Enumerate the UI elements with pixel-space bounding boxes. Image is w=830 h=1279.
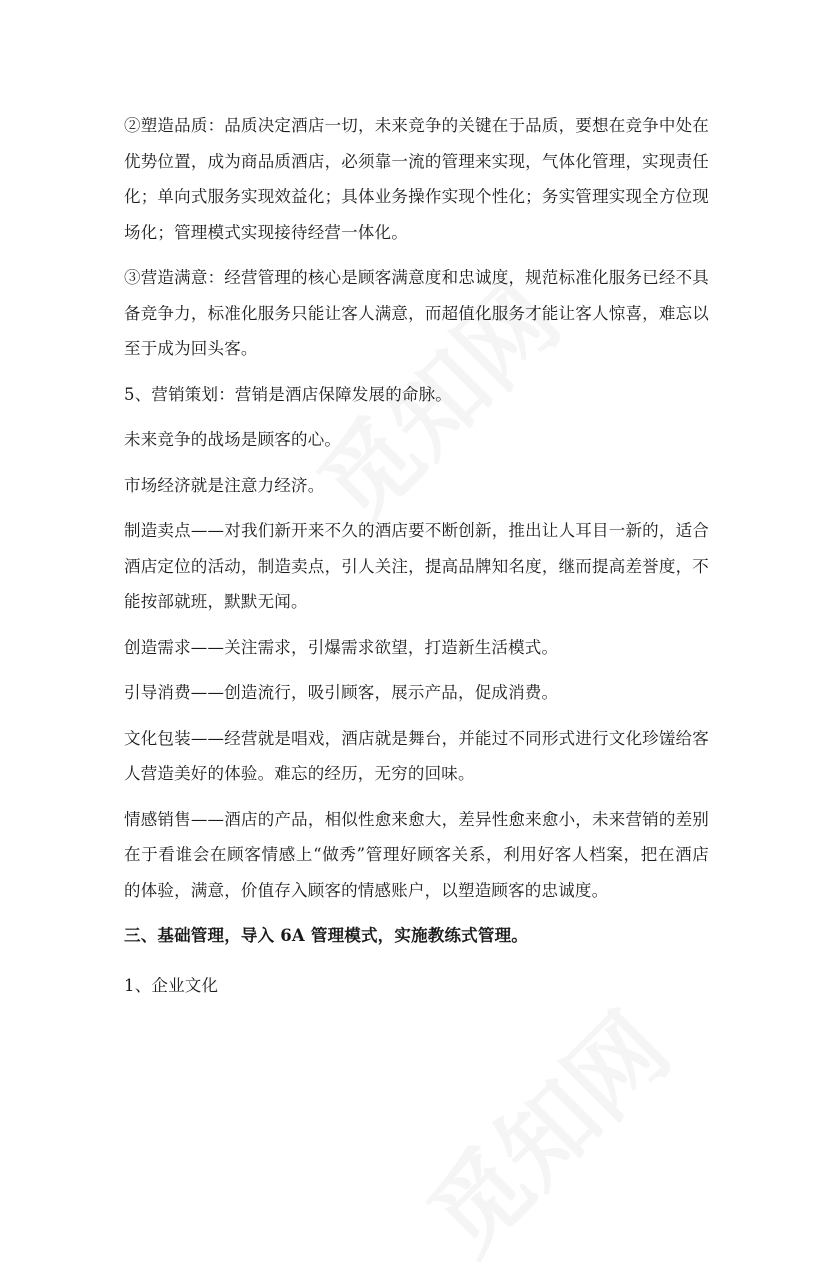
paragraph-emotional-sales: 情感销售——酒店的产品，相似性愈来愈大，差异性愈来愈小，未来营销的差别在于看谁会在顾客情感上“做秀”管理好顾客关系，利用好客人档案，把在酒店的体验，满意，价值存入顾客的情感账户，以塑造顾客的忠诚度。	[124, 809, 709, 900]
watermark	[394, 978, 695, 1279]
paragraph-create-demand: 创造需求——关注需求，引爆需求欲望，打造新生活模式。	[124, 637, 559, 657]
subsection-corporate-culture: 1、企业文化	[124, 975, 219, 995]
paragraph-cultural-packaging: 文化包装——经营就是唱戏，酒店就是舞台，并能过不同形式进行文化珍馐给客人营造美好的体验。难忘的经历，无穷的回味。	[124, 728, 709, 783]
paragraph-marketing-planning: 5、营销策划：营销是酒店保障发展的命脉。	[124, 384, 452, 404]
paragraph-create-satisfaction: ③营造满意：经营管理的核心是顾客满意度和忠诚度，规范标准化服务已经不具备竞争力，标准化服务只能让客人满意，而超值化服务才能让客人惊喜，难忘以至于成为回头客。	[124, 268, 709, 358]
paragraph-selling-points: 制造卖点——对我们新开来不久的酒店要不断创新，推出让人耳目一新的，适合酒店定位的活动，制造卖点，引人关注，提高品牌知名度，继而提高差誉度，不能按部就班，默默无闻。	[124, 521, 709, 611]
paragraph-attention-economy: 市场经济就是注意力经济。	[124, 475, 325, 495]
paragraph-customer-heart: 未来竞争的战场是顾客的心。	[124, 430, 342, 449]
section-heading-basic-management: 三、基础管理，导入 6A 管理模式，实施教练式管理。	[124, 926, 528, 945]
paragraph-guide-consumption: 引导消费——创造流行，吸引顾客，展示产品，促成消费。	[124, 683, 559, 702]
paragraph-shape-quality: ②塑造品质：品质决定酒店一切，未来竞争的关键在于品质，要想在竞争中处在优势位置，成为商品质酒店，必须靠一流的管理来实现，气体化管理，实现责任化；单向式服务实现效益化；具体业务操作实现个性化；务实管理实现全方位现场化；管理模式实现接待经营一体化。	[124, 116, 709, 242]
document-body	[124, 108, 709, 1013]
